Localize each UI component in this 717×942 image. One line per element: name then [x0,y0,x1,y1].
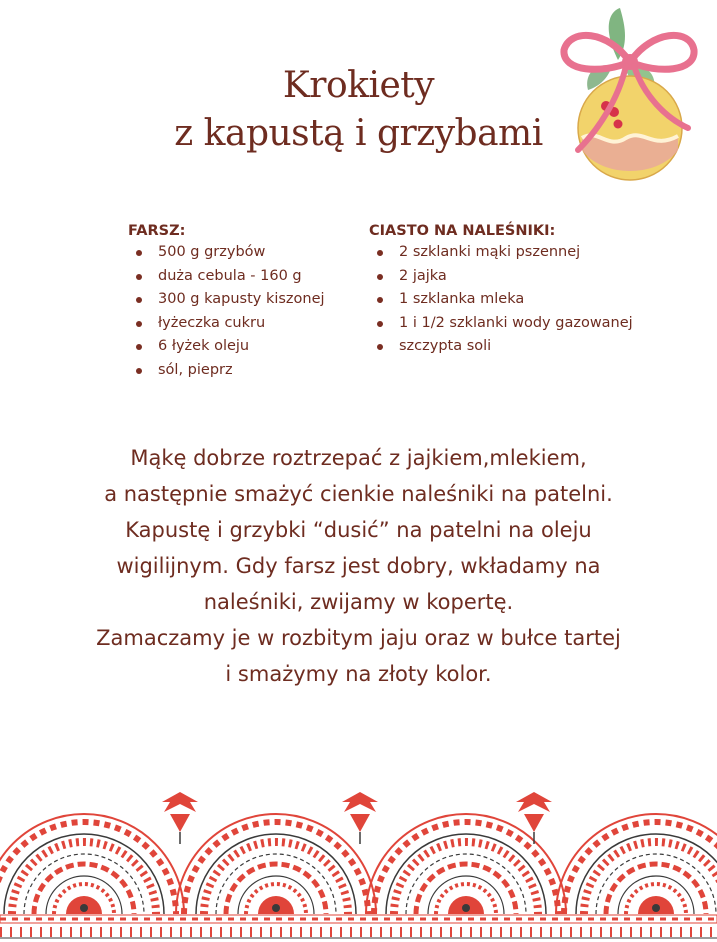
list-item: 6 łyżek oleju [128,335,325,359]
list-item: 1 i 1/2 szklanki wody gazowanej [369,312,633,336]
christmas-ornament-icon [548,0,708,190]
instruction-line: Kapustę i grzybki “dusić” na patelni na oleju [125,518,592,542]
list-item: duża cebula - 160 g [128,265,325,289]
filling-heading: FARSZ: [128,223,186,239]
list-item: 2 jajka [369,265,633,289]
folk-pattern-border [0,782,717,942]
list-item: 500 g grzybów [128,241,325,265]
dough-list [369,241,633,359]
dough-ingredients [369,221,633,359]
instruction-line: i smażymy na złoty kolor. [225,662,492,686]
list-item: szczypta soli [369,335,633,359]
list-item: 300 g kapusty kiszonej [128,288,325,312]
instruction-line: wigilijnym. Gdy farsz jest dobry, wkładamy na [116,554,601,578]
dough-heading: CIASTO NA NALEŚNIKI: [369,223,556,239]
instruction-line: Mąkę dobrze roztrzepać z jajkiem,mlekiem, [130,446,587,470]
list-item: 2 szklanki mąki pszennej [369,241,633,265]
instructions [0,440,717,692]
filling-ingredients [128,221,325,382]
title-line-1: Krokiety [282,65,435,106]
instruction-line: a następnie smażyć cienkie naleśniki na patelni. [104,482,613,506]
list-item: sól, pieprz [128,359,325,383]
list-item: 1 szklanka mleka [369,288,633,312]
instruction-line: Zamaczamy je w rozbitym jaju oraz w bułce tartej [96,626,621,650]
instruction-line: naleśniki, zwijamy w kopertę. [203,590,514,614]
list-item: łyżeczka cukru [128,312,325,336]
filling-list [128,241,325,382]
title-line-2: z kapustą i grzybami [174,113,543,154]
